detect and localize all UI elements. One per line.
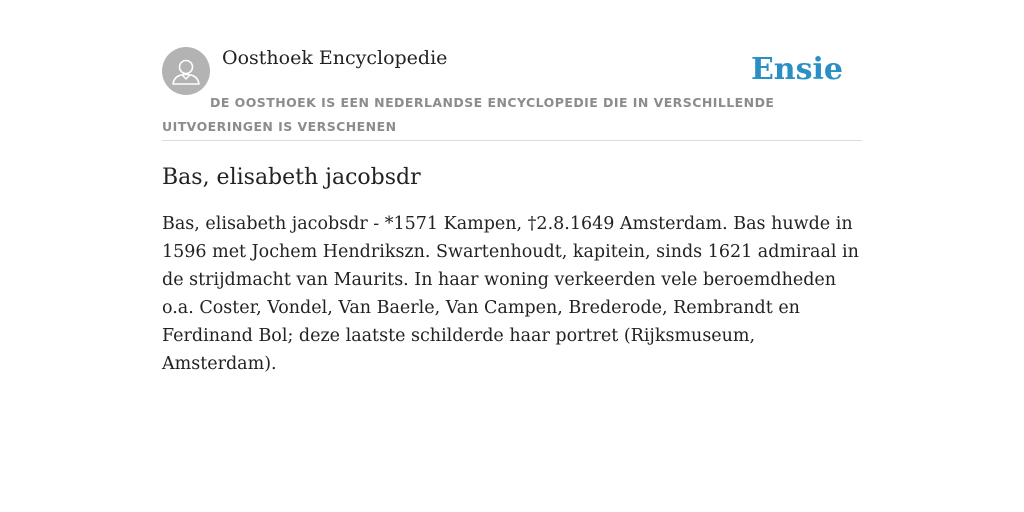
article (162, 160, 872, 378)
header (162, 46, 862, 141)
brand-logo-link[interactable]: Ensie (750, 52, 843, 87)
avatar[interactable] (162, 47, 210, 95)
user-icon (162, 47, 210, 95)
article-body: Bas, elisabeth jacobsdr - *1571 Kampen, †2.8.1649 Amsterdam. Bas huwde in 1596 met Jochem Hendrikszn. Swartenhoudt, kapitein, sinds 1621 admiraal in de strijdmacht van Maurits. In haar woning verkeerden vele beroemdheden o.a. Coster, Vondel, Van Baerle, Van Campen, Brederode, Rembrandt en Ferdinand Bol; deze laatste schilderde haar portret (Rijksmuseum, Amsterdam). (162, 214, 859, 374)
site-title[interactable]: Oosthoek Encyclopedie (222, 47, 448, 69)
article-title: Bas, elisabeth jacobsdr (162, 165, 421, 190)
site-tagline: DE OOSTHOEK IS EEN NEDERLANDSE ENCYCLOPEDIE DIE IN VERSCHILLENDE UITVOERINGEN IS VERSCHENEN (162, 95, 775, 134)
